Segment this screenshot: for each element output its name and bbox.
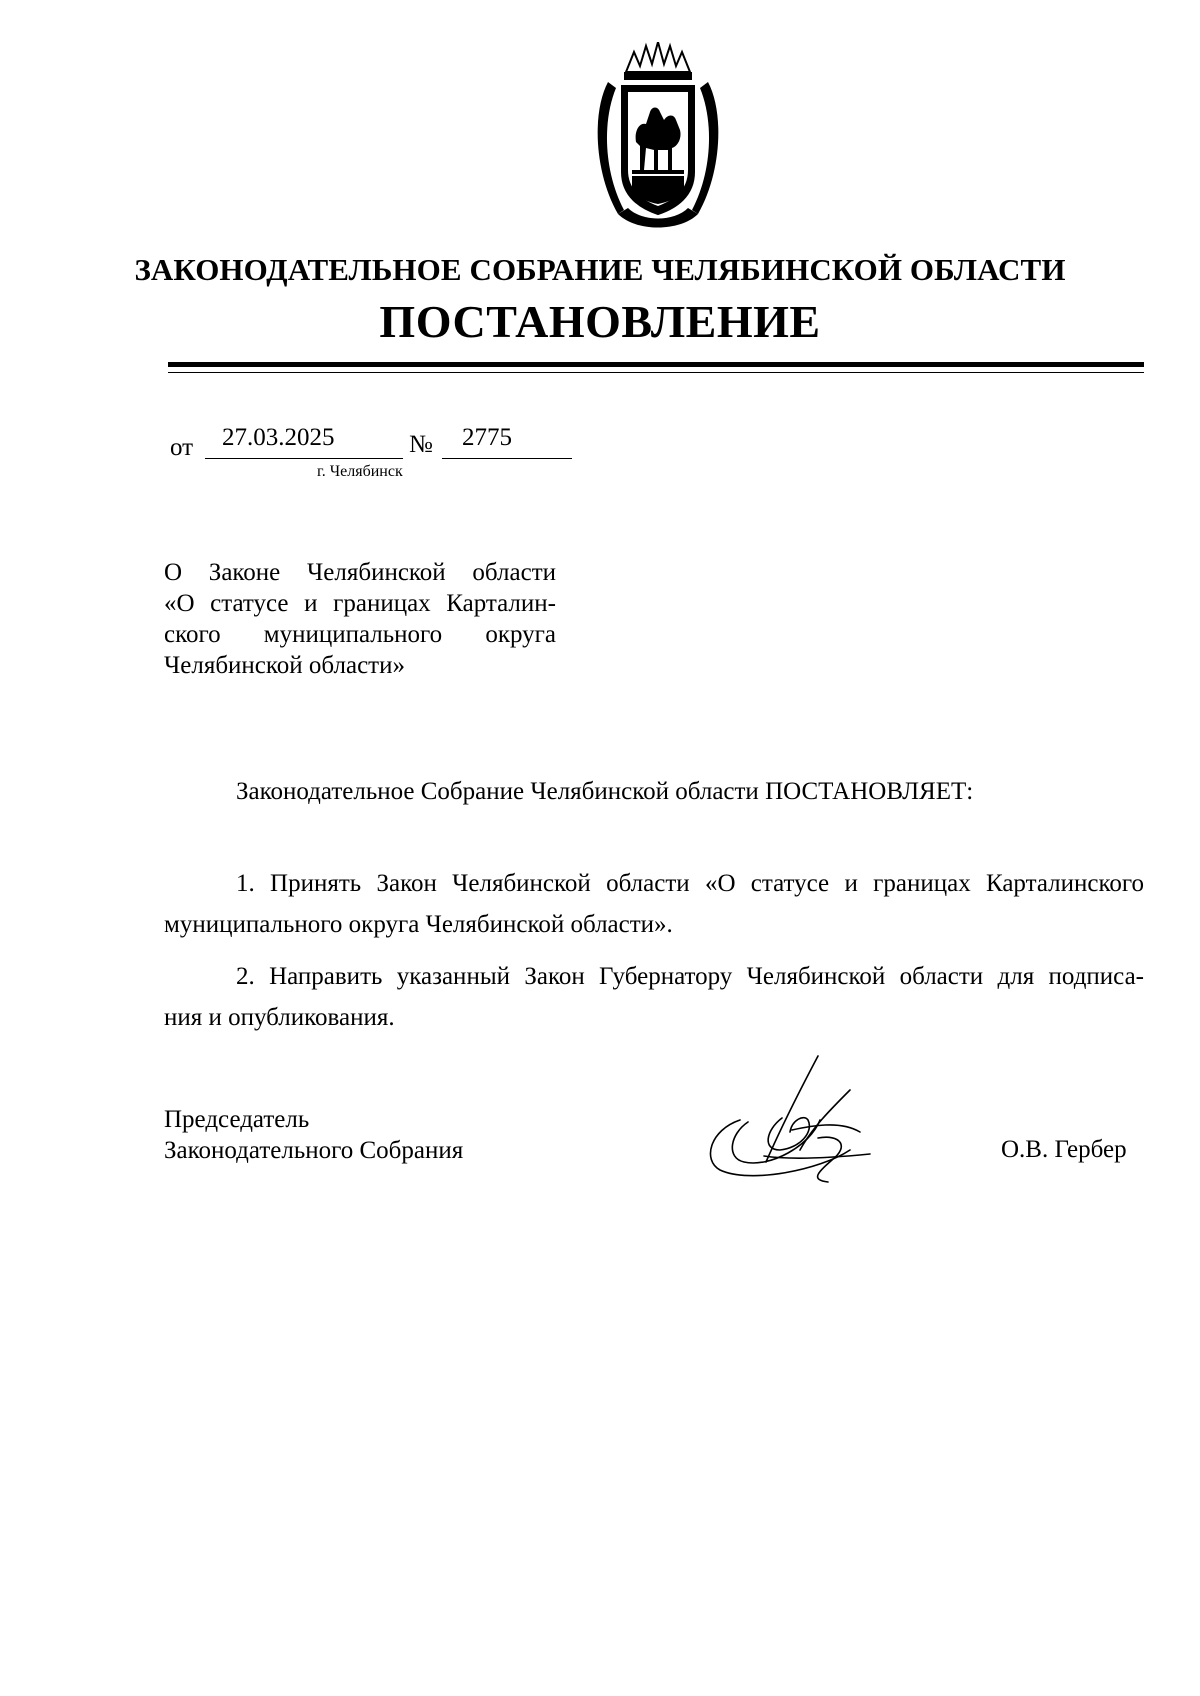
date-underline: [205, 458, 403, 459]
coat-of-arms-emblem: [588, 42, 728, 234]
signatory-name: О.В. Гербер: [1001, 1136, 1127, 1163]
document-subject: [164, 557, 556, 681]
paragraph-line: 1. Принять Закон Челябинской области «О статусе и границах Карталинского: [236, 870, 1144, 897]
document-date: 27.03.2025: [222, 424, 335, 451]
handwritten-signature: [700, 1050, 930, 1200]
date-prefix: от: [170, 434, 194, 461]
number-prefix: №: [409, 431, 433, 458]
paragraph-line: 2. Направить указанный Закон Губернатору Челябинской области для подписа-: [236, 963, 1144, 990]
header-rule-thin: [168, 372, 1144, 373]
subject-line: О Законе Челябинской области: [164, 559, 556, 586]
organization-name: ЗАКОНОДАТЕЛЬНОЕ СОБРАНИЕ ЧЕЛЯБИНСКОЙ ОБЛАСТИ: [134, 252, 1066, 287]
subject-line: «О статусе и границах Карталин-: [164, 590, 556, 617]
subject-line: ского муниципального округа: [164, 621, 556, 648]
resolution-item-2: [164, 956, 1144, 1038]
city-label: г. Челябинск: [317, 463, 403, 480]
paragraph-line: муниципального округа Челябинской области».: [164, 911, 673, 938]
number-underline: [442, 458, 572, 459]
header-rule-thick: [168, 362, 1144, 367]
signatory-title: [164, 1104, 463, 1166]
document-type-title: ПОСТАНОВЛЕНИЕ: [379, 296, 821, 347]
resolution-item-1: [164, 863, 1144, 945]
signatory-title-line: Председатель: [164, 1106, 310, 1133]
resolution-preamble: Законодательное Собрание Челябинской области ПОСТАНОВЛЯЕТ:: [236, 778, 974, 805]
signatory-title-line: Законодательного Собрания: [164, 1137, 464, 1164]
document-number: 2775: [462, 424, 512, 451]
paragraph-line: ния и опубликования.: [164, 1004, 395, 1031]
subject-line: Челябинской области»: [164, 652, 405, 679]
